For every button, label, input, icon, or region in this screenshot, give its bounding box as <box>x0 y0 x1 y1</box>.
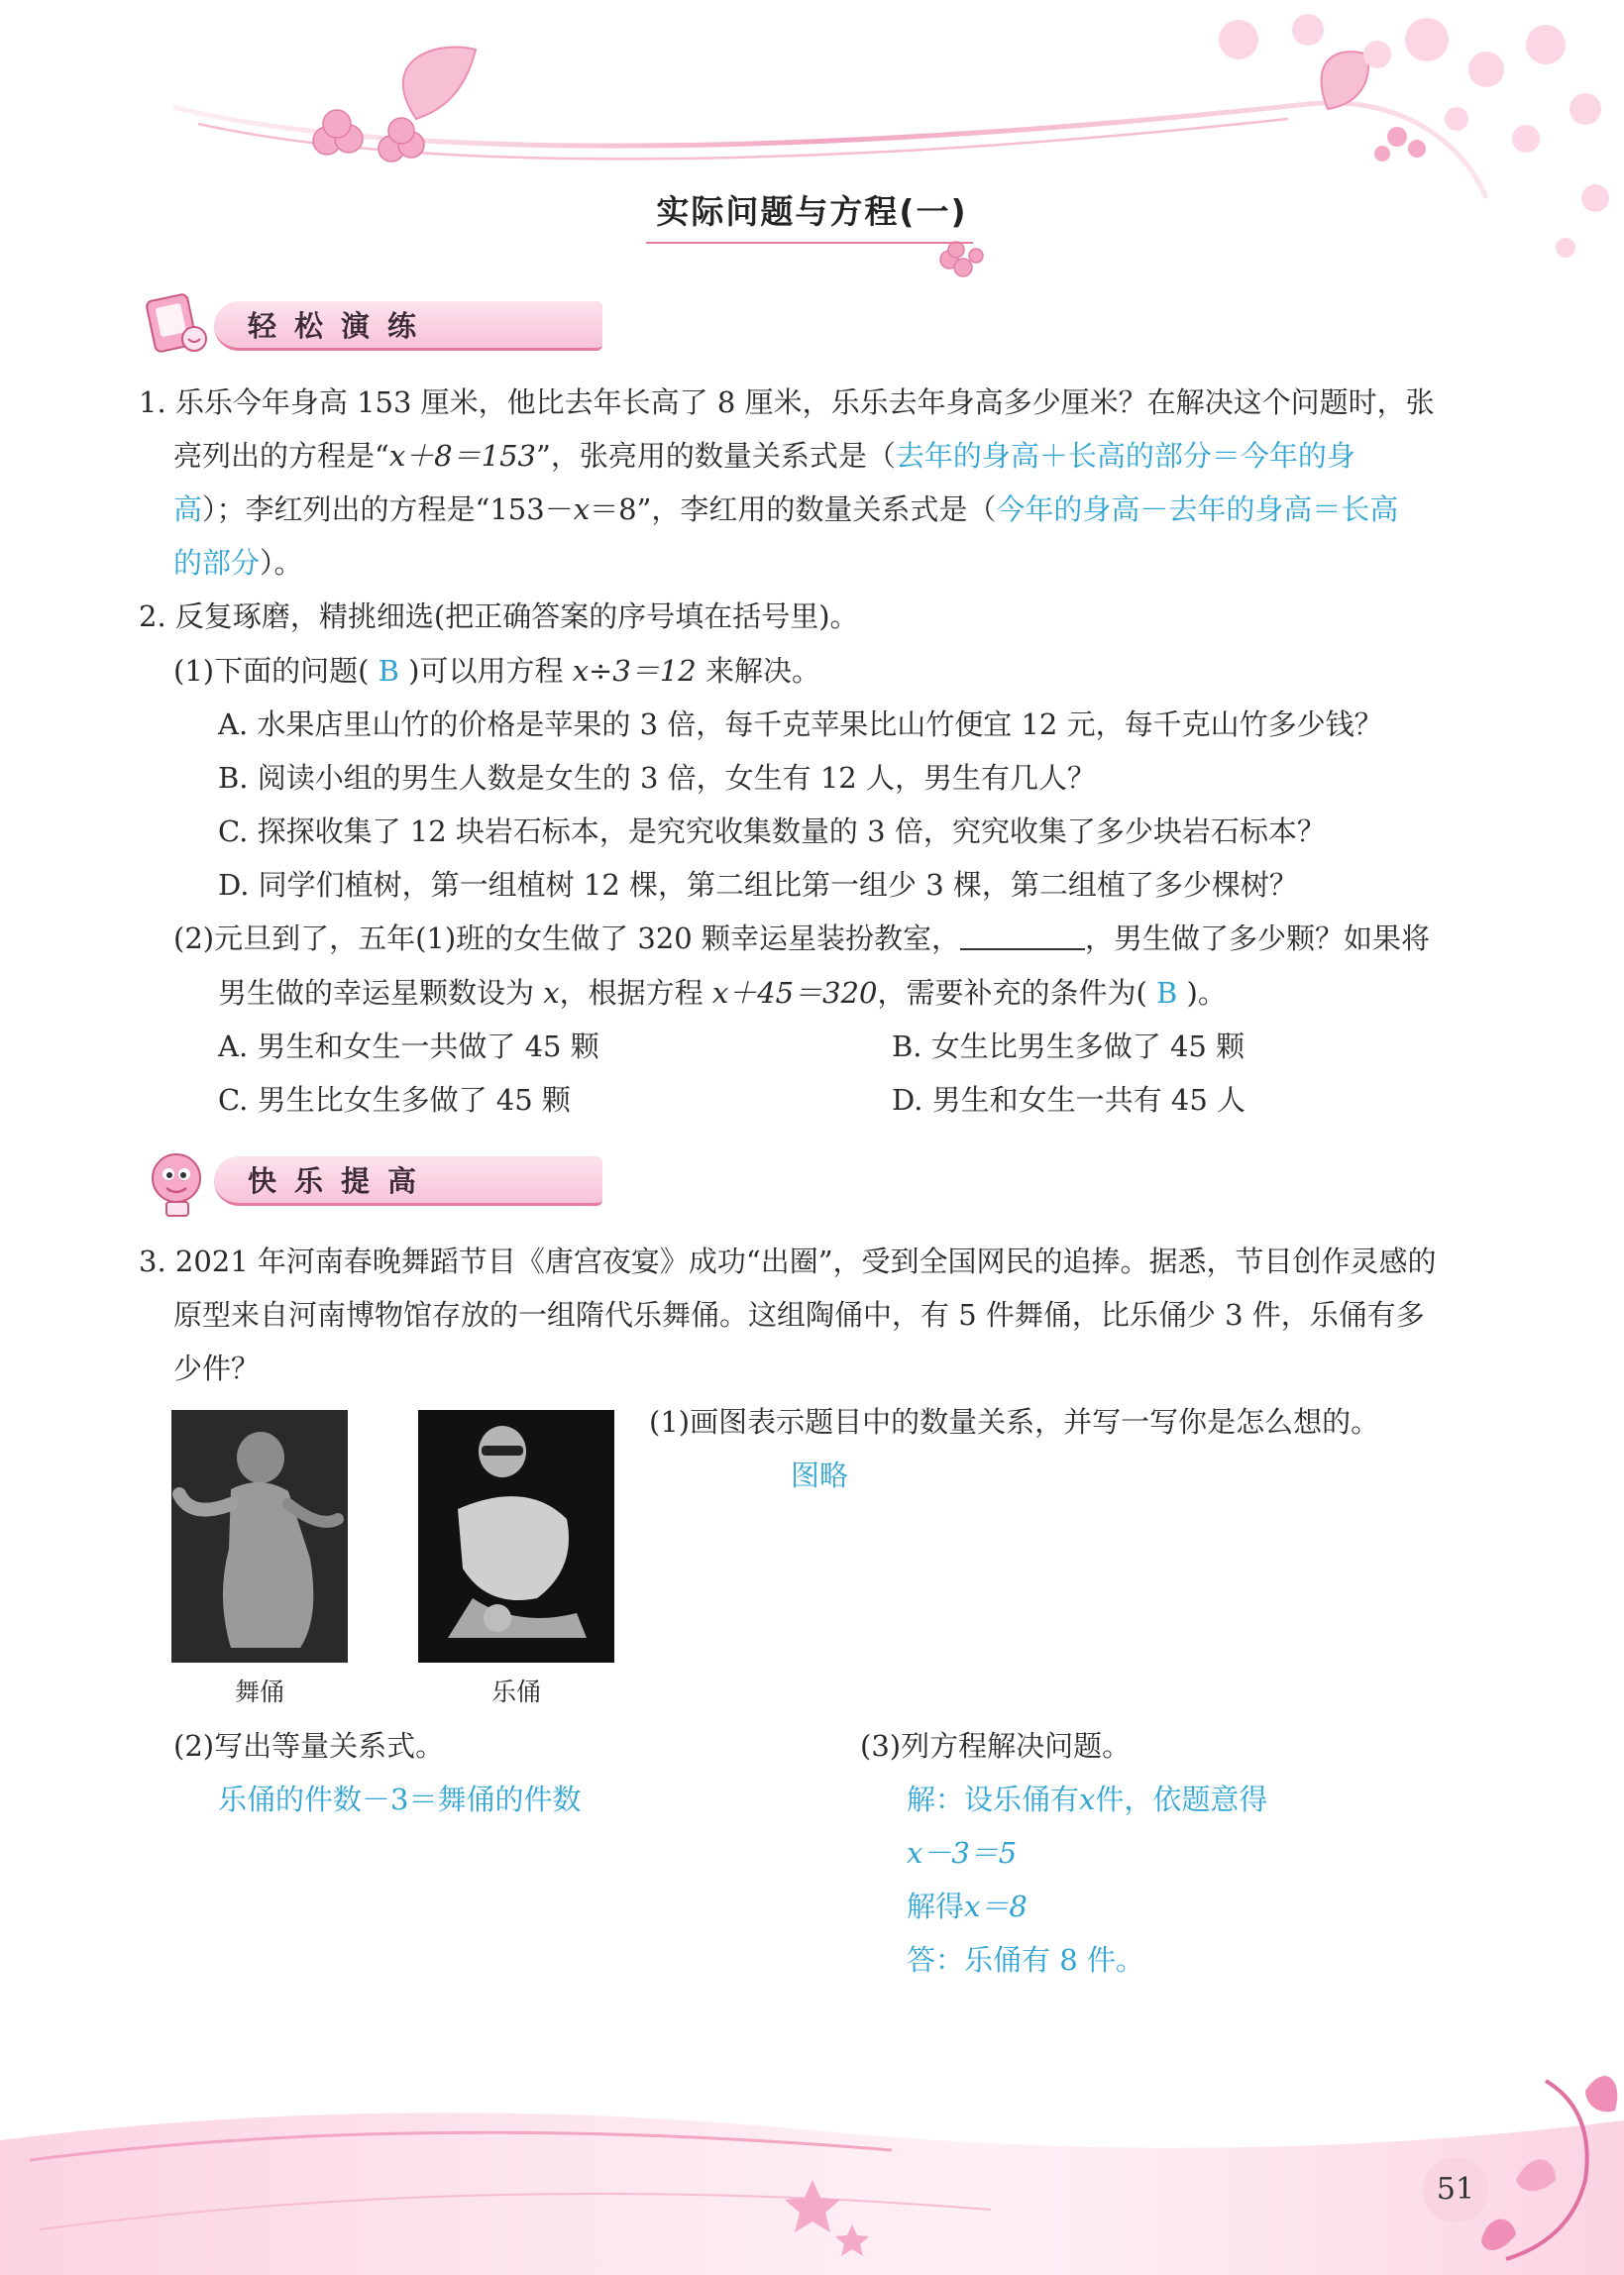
text: 件，依题意得 <box>1095 1783 1268 1816</box>
footer-floral-decoration <box>0 2041 1624 2275</box>
text: ）。 <box>260 546 303 580</box>
text: 解得 <box>907 1890 965 1923</box>
q2-part1-stem <box>173 650 820 692</box>
q3-part1-answer: 图略 <box>791 1459 849 1492</box>
dancer-figurine-photo <box>171 1410 348 1663</box>
q2-part2-line-1 <box>173 918 1430 959</box>
answer-text: 去年的身高＋长高的部分＝今年的身 <box>895 439 1355 473</box>
q2-part2-option-d: D. 男生和女生一共有 45 人 <box>892 1083 1245 1117</box>
answer-choice: B <box>378 654 399 688</box>
section-title: 轻松演练 <box>248 309 435 343</box>
photo-caption-musician: 乐俑 <box>490 1678 541 1706</box>
q3-line-3: 少件？ <box>173 1352 261 1385</box>
text: ”，张亮用的数量关系式是（ <box>536 439 896 473</box>
text: 亮列出的方程是“ <box>173 439 389 473</box>
page-number: 51 <box>1423 2157 1488 2222</box>
q3-part1-prompt: (1)画图表示题目中的数量关系，并写一写你是怎么想的。 <box>649 1405 1380 1439</box>
q3-part3-prompt: (3)列方程解决问题。 <box>860 1729 1132 1763</box>
q3-part2-prompt: (2)写出等量关系式。 <box>173 1729 445 1763</box>
q2-part1-option-c: C. 探探收集了 12 块岩石标本，是究究收集数量的 3 倍，究究收集了多少块岩石标本？ <box>218 814 1326 848</box>
variable: x <box>543 976 560 1010</box>
q2-intro: 2. 反复琢磨，精挑细选(把正确答案的序号填在括号里)。 <box>139 599 859 633</box>
photo-caption-dancer: 舞俑 <box>234 1678 284 1706</box>
answer-choice: B <box>1155 976 1178 1010</box>
equation: x＋45＝320 <box>711 976 878 1010</box>
variable: x <box>1079 1783 1096 1816</box>
title-underline <box>646 242 973 244</box>
musician-figurine-image <box>418 1410 614 1663</box>
page-title: 实际问题与方程(一) <box>656 192 968 231</box>
text: 解：设乐俑有 <box>907 1783 1080 1816</box>
section-banner-practice <box>137 287 474 365</box>
text: (2)元旦到了，五年(1)班的女生做了 320 颗幸运星装扮教室， <box>173 921 960 955</box>
text: 来解决。 <box>704 654 820 688</box>
q3-line-1: 3. 2021 年河南春晚舞蹈节目《唐宫夜宴》成功“出圈”，受到全国网民的追捧。据悉，节目创作灵感的 <box>139 1245 1437 1278</box>
q2-part2-line-2 <box>218 972 1227 1014</box>
q1-line-2 <box>173 435 1355 477</box>
q3-line-2: 原型来自河南博物馆存放的一组隋代乐舞俑。这组陶俑中，有 5 件舞俑，比乐俑少 3 件，乐俑有多 <box>173 1298 1425 1332</box>
q3-part3-answer-line-4: 答：乐俑有 8 件。 <box>907 1943 1144 1977</box>
section-banner-improve <box>137 1142 474 1220</box>
section-title: 快乐提高 <box>248 1164 435 1198</box>
text: ，需要补充的条件为( <box>877 976 1147 1010</box>
header-floral-decoration <box>0 0 1624 337</box>
q2-part2-option-c: C. 男生比女生多做了 45 颗 <box>218 1083 571 1117</box>
equation: x÷3＝12 <box>572 654 697 688</box>
dancer-figurine-image <box>171 1410 348 1663</box>
text: (1)下面的问题( <box>173 654 370 688</box>
variable: x <box>573 492 591 526</box>
text: ，根据方程 <box>559 976 704 1010</box>
answer-text: 高 <box>173 492 203 526</box>
q2-part1-option-b: B. 阅读小组的男生人数是女生的 3 倍，女生有 12 人，男生有几人？ <box>218 761 1096 795</box>
q1-line-1: 1. 乐乐今年身高 153 厘米，他比去年长高了 8 厘米，乐乐去年身高多少厘米？在解决这个问题时，张 <box>139 385 1435 419</box>
mascot-icon <box>137 287 226 365</box>
q2-part1-option-d: D. 同学们植树，第一组植树 12 棵，第二组比第一组少 3 棵，第二组植了多少棵树？ <box>218 868 1298 902</box>
q2-part2-option-a: A. 男生和女生一共做了 45 颗 <box>218 1029 599 1063</box>
q3-part2-answer: 乐俑的件数－3＝舞俑的件数 <box>218 1783 582 1816</box>
text: 男生做的幸运星颗数设为 <box>218 976 535 1010</box>
q3-part3-answer-line-1 <box>907 1779 1267 1820</box>
equation: x－3＝5 <box>907 1836 1018 1870</box>
text: ）；李红列出的方程是“153－ <box>202 492 574 526</box>
q3-part3-answer-line-3 <box>907 1886 1028 1927</box>
equation: x＝8 <box>964 1890 1028 1923</box>
musician-figurine-photo <box>418 1410 614 1663</box>
answer-text: 今年的身高－去年的身高＝长高 <box>996 492 1399 526</box>
text: ＝8”，李红用的数量关系式是（ <box>590 492 997 526</box>
q1-line-3 <box>173 488 1398 530</box>
q2-part2-option-b: B. 女生比男生多做了 45 颗 <box>892 1029 1245 1063</box>
text: )可以用方程 <box>408 654 564 688</box>
q1-line-4 <box>173 542 303 584</box>
equation: x＋8＝153 <box>388 439 536 473</box>
text: )。 <box>1186 976 1227 1010</box>
q2-part1-option-a: A. 水果店里山竹的价格是苹果的 3 倍，每千克苹果比山竹便宜 12 元，每千克山竹多少钱？ <box>218 707 1383 741</box>
mascot-icon <box>137 1142 226 1220</box>
answer-text: 的部分 <box>173 546 261 580</box>
fill-blank <box>960 919 1085 950</box>
text: ，男生做了多少颗？如果将 <box>1084 921 1430 955</box>
q3-part3-answer-line-2 <box>907 1832 1017 1874</box>
